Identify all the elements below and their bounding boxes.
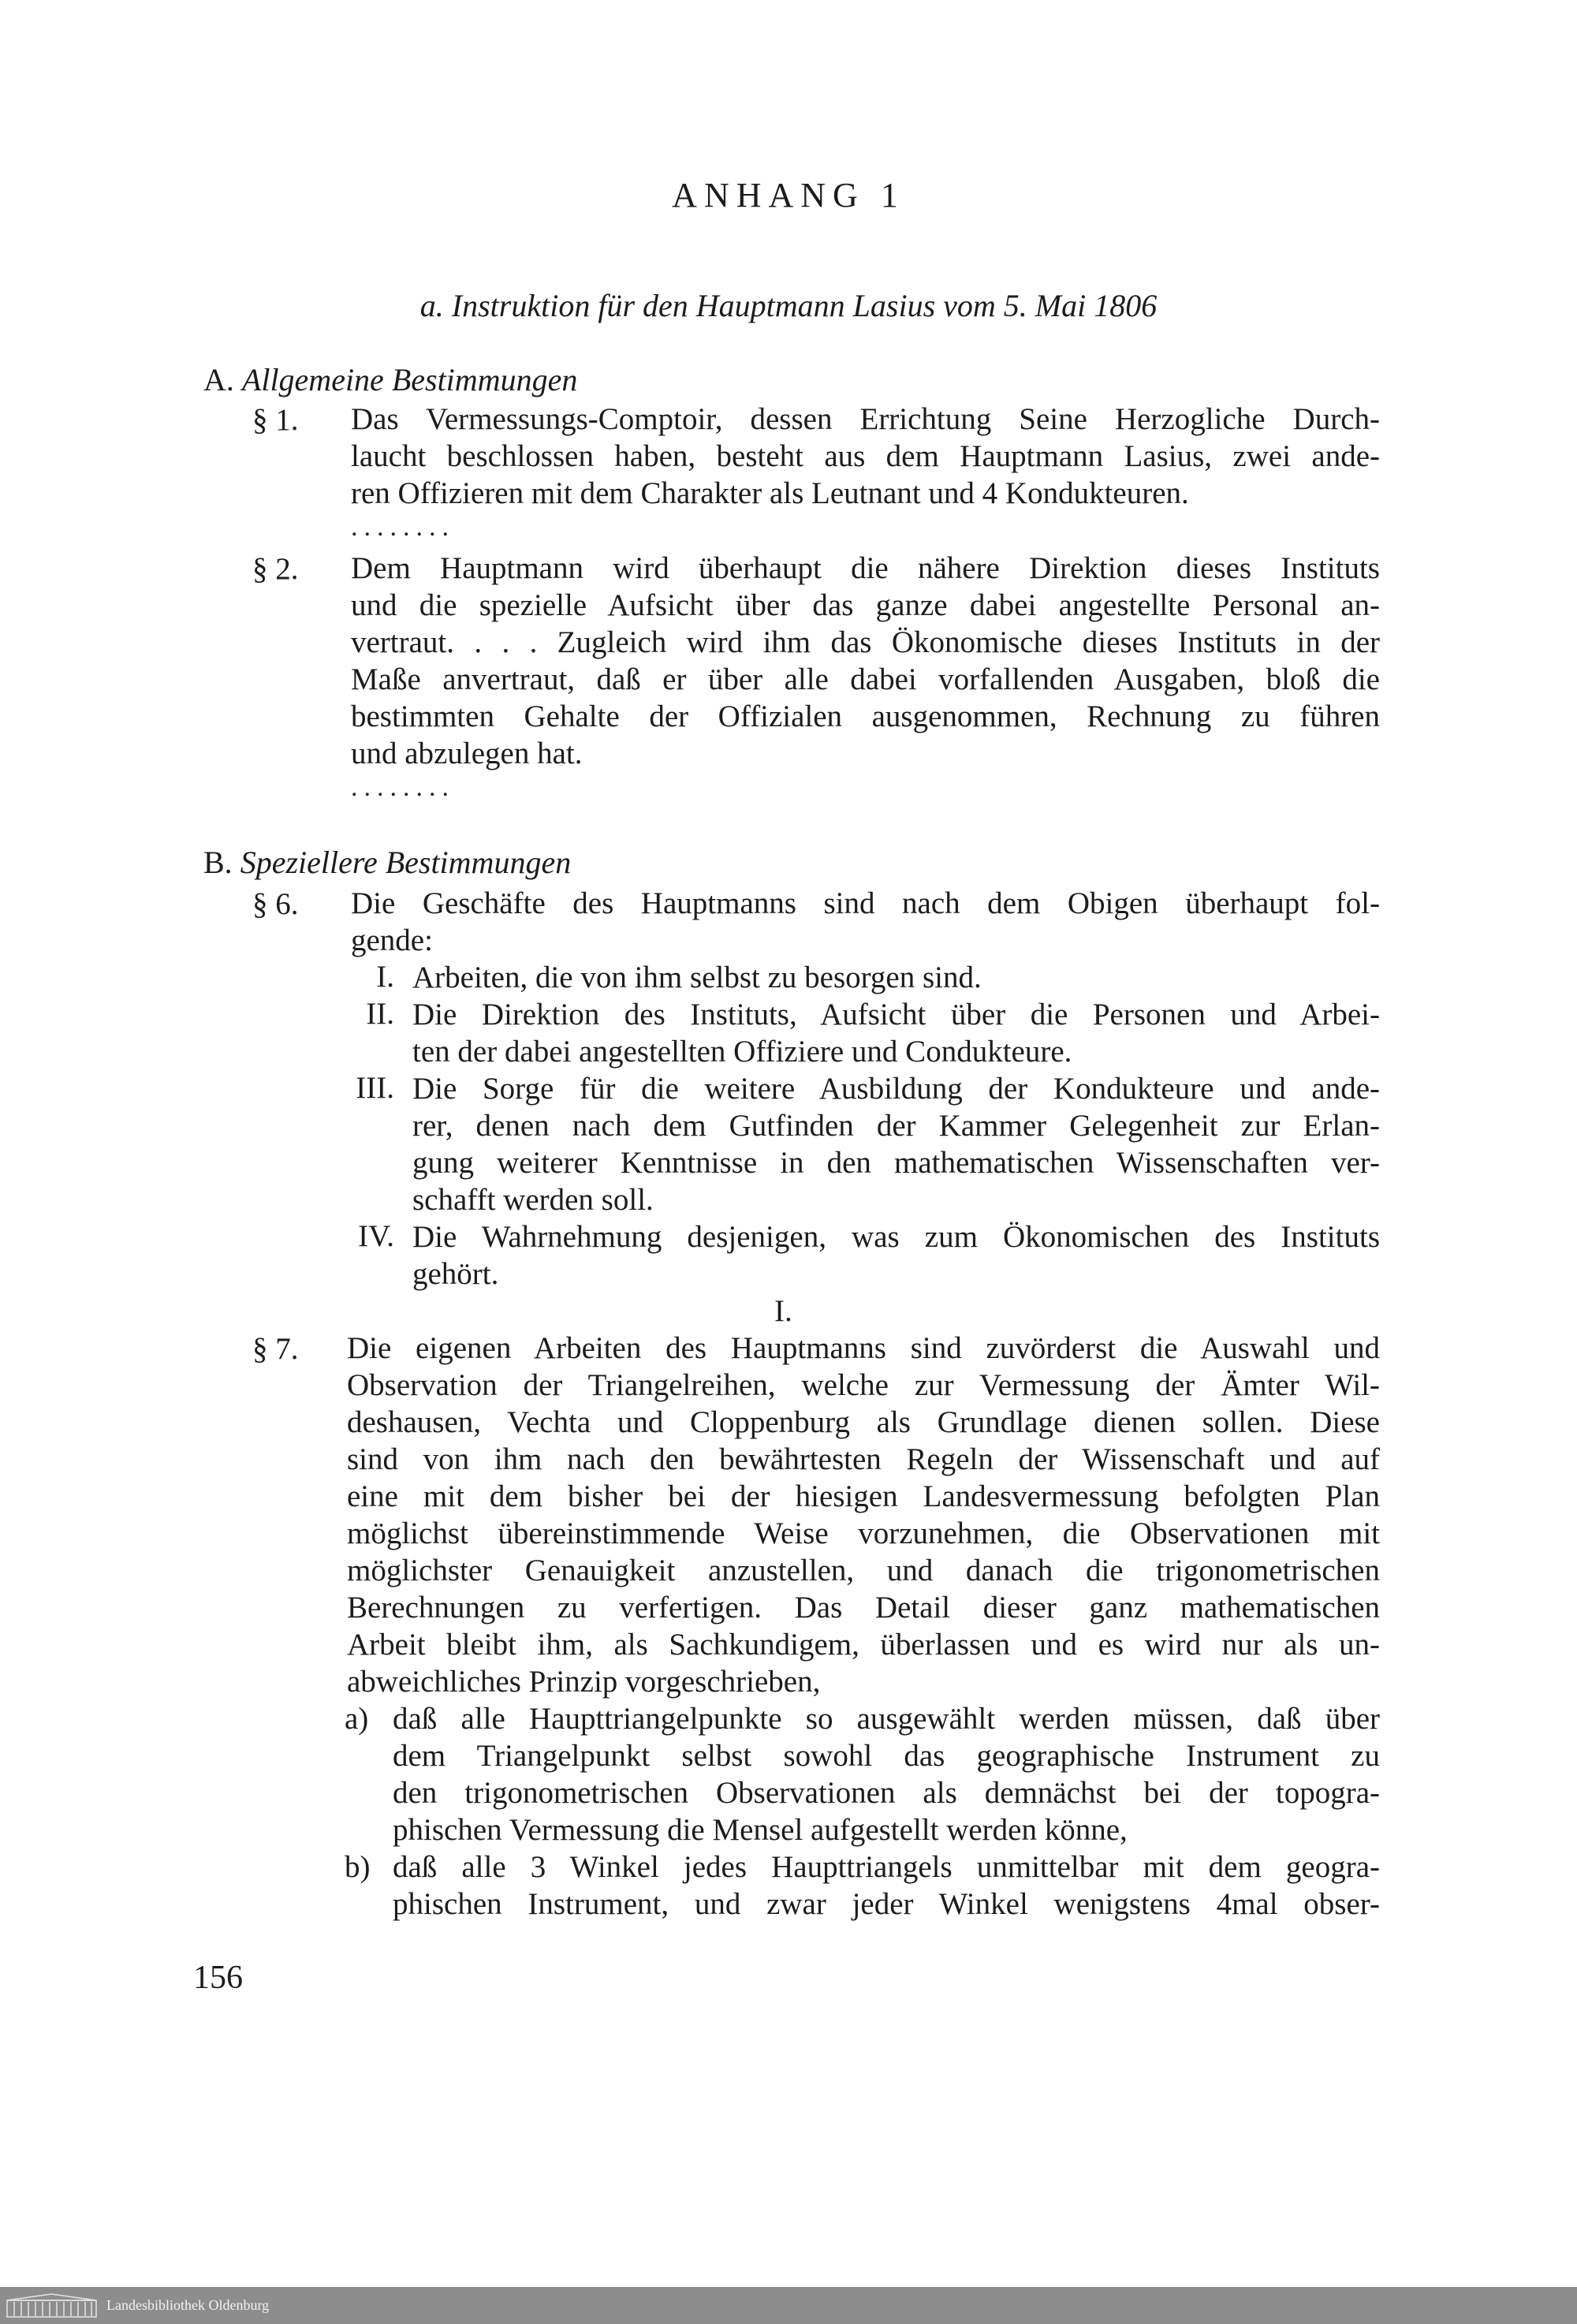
paragraph-2-number: § 2. [252,552,299,586]
list-item-line: daß alle Haupttriangelpunkte so ausgewählt werden müssen, daß über [393,1702,1380,1736]
list-item-line: phischen Vermessung die Mensel aufgestellt werden könne, [393,1813,1128,1847]
paragraph-2-line: bestimmten Gehalte der Offizialen ausgenommen, Rechnung zu führen [351,699,1380,733]
paragraph-6-line: Die Geschäfte des Hauptmanns sind nach dem Obigen überhaupt fol- [351,886,1380,920]
paragraph-2-line: und die spezielle Aufsicht über das ganze dabei angestellte Personal an- [351,588,1380,622]
paragraph-7-line: Berechnungen zu verfertigen. Das Detail dieser ganz mathematischen [347,1591,1380,1625]
paragraph-2-line: Maße anvertraut, daß er über alle dabei vorfallenden Ausgaben, bloß die [351,662,1380,696]
paragraph-7-line: Die eigenen Arbeiten des Hauptmanns sind zuvörderst die Auswahl und [347,1331,1380,1365]
list-item-number: I. [376,960,394,994]
library-name: Landesbibliothek Oldenburg [106,2297,270,2313]
section-b-heading [203,844,571,881]
list-item-line: ten der dabei angestellten Offiziere und Condukteure. [412,1035,1072,1069]
paragraph-7-line: möglichster Genauigkeit anzustellen, und danach die trigonometrischen [347,1554,1380,1587]
list-item-line: Die Sorge für die weitere Ausbildung der Kondukteure und ande- [412,1072,1380,1106]
list-item-number: IV. [358,1219,394,1253]
list-item-line: rer, denen nach dem Gutfinden der Kammer Gelegenheit zur Erlan- [412,1109,1380,1143]
appendix-title: ANHANG 1 [672,176,905,214]
document-subtitle: a. Instruktion für den Hauptmann Lasius vom 5. Mai 1806 [419,288,1158,323]
list-item-line: phischen Instrument, und zwar jeder Winkel wenigstens 4mal obser- [393,1887,1380,1921]
list-item-line: Die Wahrnehmung desjenigen, was zum Ökonomischen des Instituts [412,1220,1380,1254]
list-item-line: gung weiterer Kenntnisse in den mathematischen Wissenschaften ver- [412,1146,1380,1180]
list-item-number: III. [356,1071,394,1105]
ellipsis-dots: ........ [351,513,455,542]
paragraph-1-line: Das Vermessungs-Comptoir, dessen Errichtung Seine Herzogliche Durch- [351,402,1380,436]
ellipsis-dots: ........ [351,773,455,802]
roman-numeral-heading: I. [774,1294,792,1328]
paragraph-2-line: vertraut. . . . Zugleich wird ihm das Ökonomische dieses Instituts in der [351,625,1380,659]
paragraph-7-line: deshausen, Vechta und Cloppenburg als Grundlage dienen sollen. Diese [347,1405,1380,1439]
section-a-label: A. [203,362,234,397]
section-a-title: Allgemeine Bestimmungen [241,362,578,397]
paragraph-2-line: und abzulegen hat. [351,737,583,770]
paragraph-1-number: § 1. [252,403,299,437]
paragraph-1-line: ren Offizieren mit dem Charakter als Leutnant und 4 Kondukteuren. [351,476,1189,510]
section-a-heading [203,361,577,398]
paragraph-7-line: abweichliches Prinzip vorgeschrieben, [347,1665,821,1699]
section-b-title: Speziellere Bestimmungen [240,845,572,880]
list-item-line: dem Triangelpunkt selbst sowohl das geographische Instrument zu [393,1739,1380,1773]
library-building-icon [6,2293,97,2318]
paragraph-7-number: § 7. [252,1332,299,1366]
list-item-letter: a) [345,1702,369,1736]
paragraph-7-line: Arbeit bleibt ihm, als Sachkundigem, überlassen und es wird nur als un- [347,1628,1380,1662]
list-item-line: gehört. [412,1257,499,1291]
paragraph-6-number: § 6. [252,887,299,921]
library-footer-bar [0,2287,1577,2324]
list-item-number: II. [366,997,394,1031]
list-item-line: den trigonometrischen Observationen als demnächst bei der topogra- [393,1776,1380,1810]
list-item-line: Die Direktion des Instituts, Aufsicht über die Personen und Arbei- [412,998,1380,1031]
list-item-line: daß alle 3 Winkel jedes Haupttriangels unmittelbar mit dem geogra- [393,1850,1380,1884]
paragraph-7-line: Observation der Triangelreihen, welche zur Vermessung der Ämter Wil- [347,1368,1380,1402]
list-item-line: Arbeiten, die von ihm selbst zu besorgen sind. [412,961,982,994]
paragraph-7-line: sind von ihm nach den bewährtesten Regeln der Wissenschaft und auf [347,1442,1380,1476]
paragraph-1-line: laucht beschlossen haben, besteht aus dem Hauptmann Lasius, zwei ande- [351,439,1380,473]
page-number: 156 [193,1960,243,1996]
section-b-label: B. [203,845,233,880]
list-item-line: schafft werden soll. [412,1183,654,1217]
paragraph-7-line: eine mit dem bisher bei der hiesigen Landesvermessung befolgten Plan [347,1479,1380,1513]
paragraph-7-line: möglichst übereinstimmende Weise vorzunehmen, die Observationen mit [347,1516,1380,1550]
paragraph-6-line: gende: [351,923,433,957]
paragraph-2-line: Dem Hauptmann wird überhaupt die nähere Direktion dieses Instituts [351,551,1380,585]
list-item-letter: b) [345,1850,371,1884]
